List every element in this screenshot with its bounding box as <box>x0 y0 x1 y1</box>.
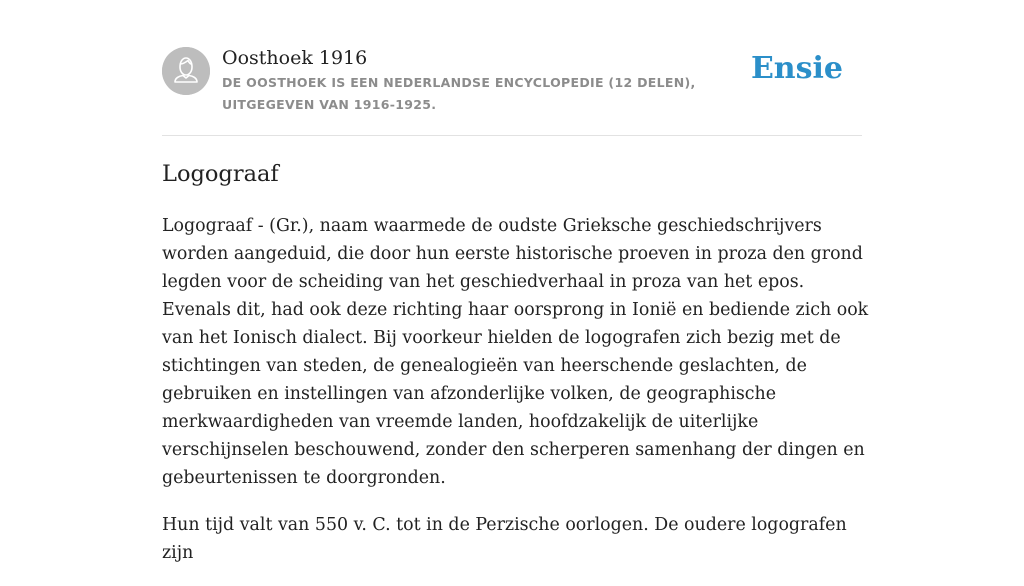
avatar[interactable] <box>162 47 210 95</box>
article-paragraph: Logograaf - (Gr.), naam waarmede de oudste Grieksche geschiedschrijvers worden aangeduid, die door hun eerste historische proeven in proza den grond legden voor de scheiding van het geschiedverhaal in proza van het epos. Evenals dit, had ook deze richting haar oorsprong in Ionië en bediende zich ook van het Ionisch dialect. Bij voorkeur hielden de logografen zich bezig met de stichtingen van steden, de genealogieën van heerschende geslachten, de gebruiken en instellingen van afzonderlijke volken, de geographische merkwaardigheden van vreemde landen, hoofdzakelijk de uiterlijke verschijnselen beschouwend, zonder den scherperen samenhang der dingen en gebeurtenissen te doorgronden. <box>162 216 869 488</box>
article-paragraph: Hun tijd valt van 550 v. C. tot in de Perzische oorlogen. De oudere logografen zijn <box>162 515 847 563</box>
source-description: DE OOSTHOEK IS EEN NEDERLANDSE ENCYCLOPEDIE (12 DELEN), UITGEGEVEN VAN 1916-1925. <box>222 75 696 112</box>
page-container <box>162 0 869 563</box>
article-body <box>162 212 872 586</box>
user-icon <box>162 47 210 95</box>
source-name[interactable]: Oosthoek 1916 <box>222 47 368 69</box>
article-title: Logograaf <box>162 161 279 187</box>
ensie-logo[interactable]: Ensie <box>750 51 843 86</box>
source-header <box>162 0 862 136</box>
